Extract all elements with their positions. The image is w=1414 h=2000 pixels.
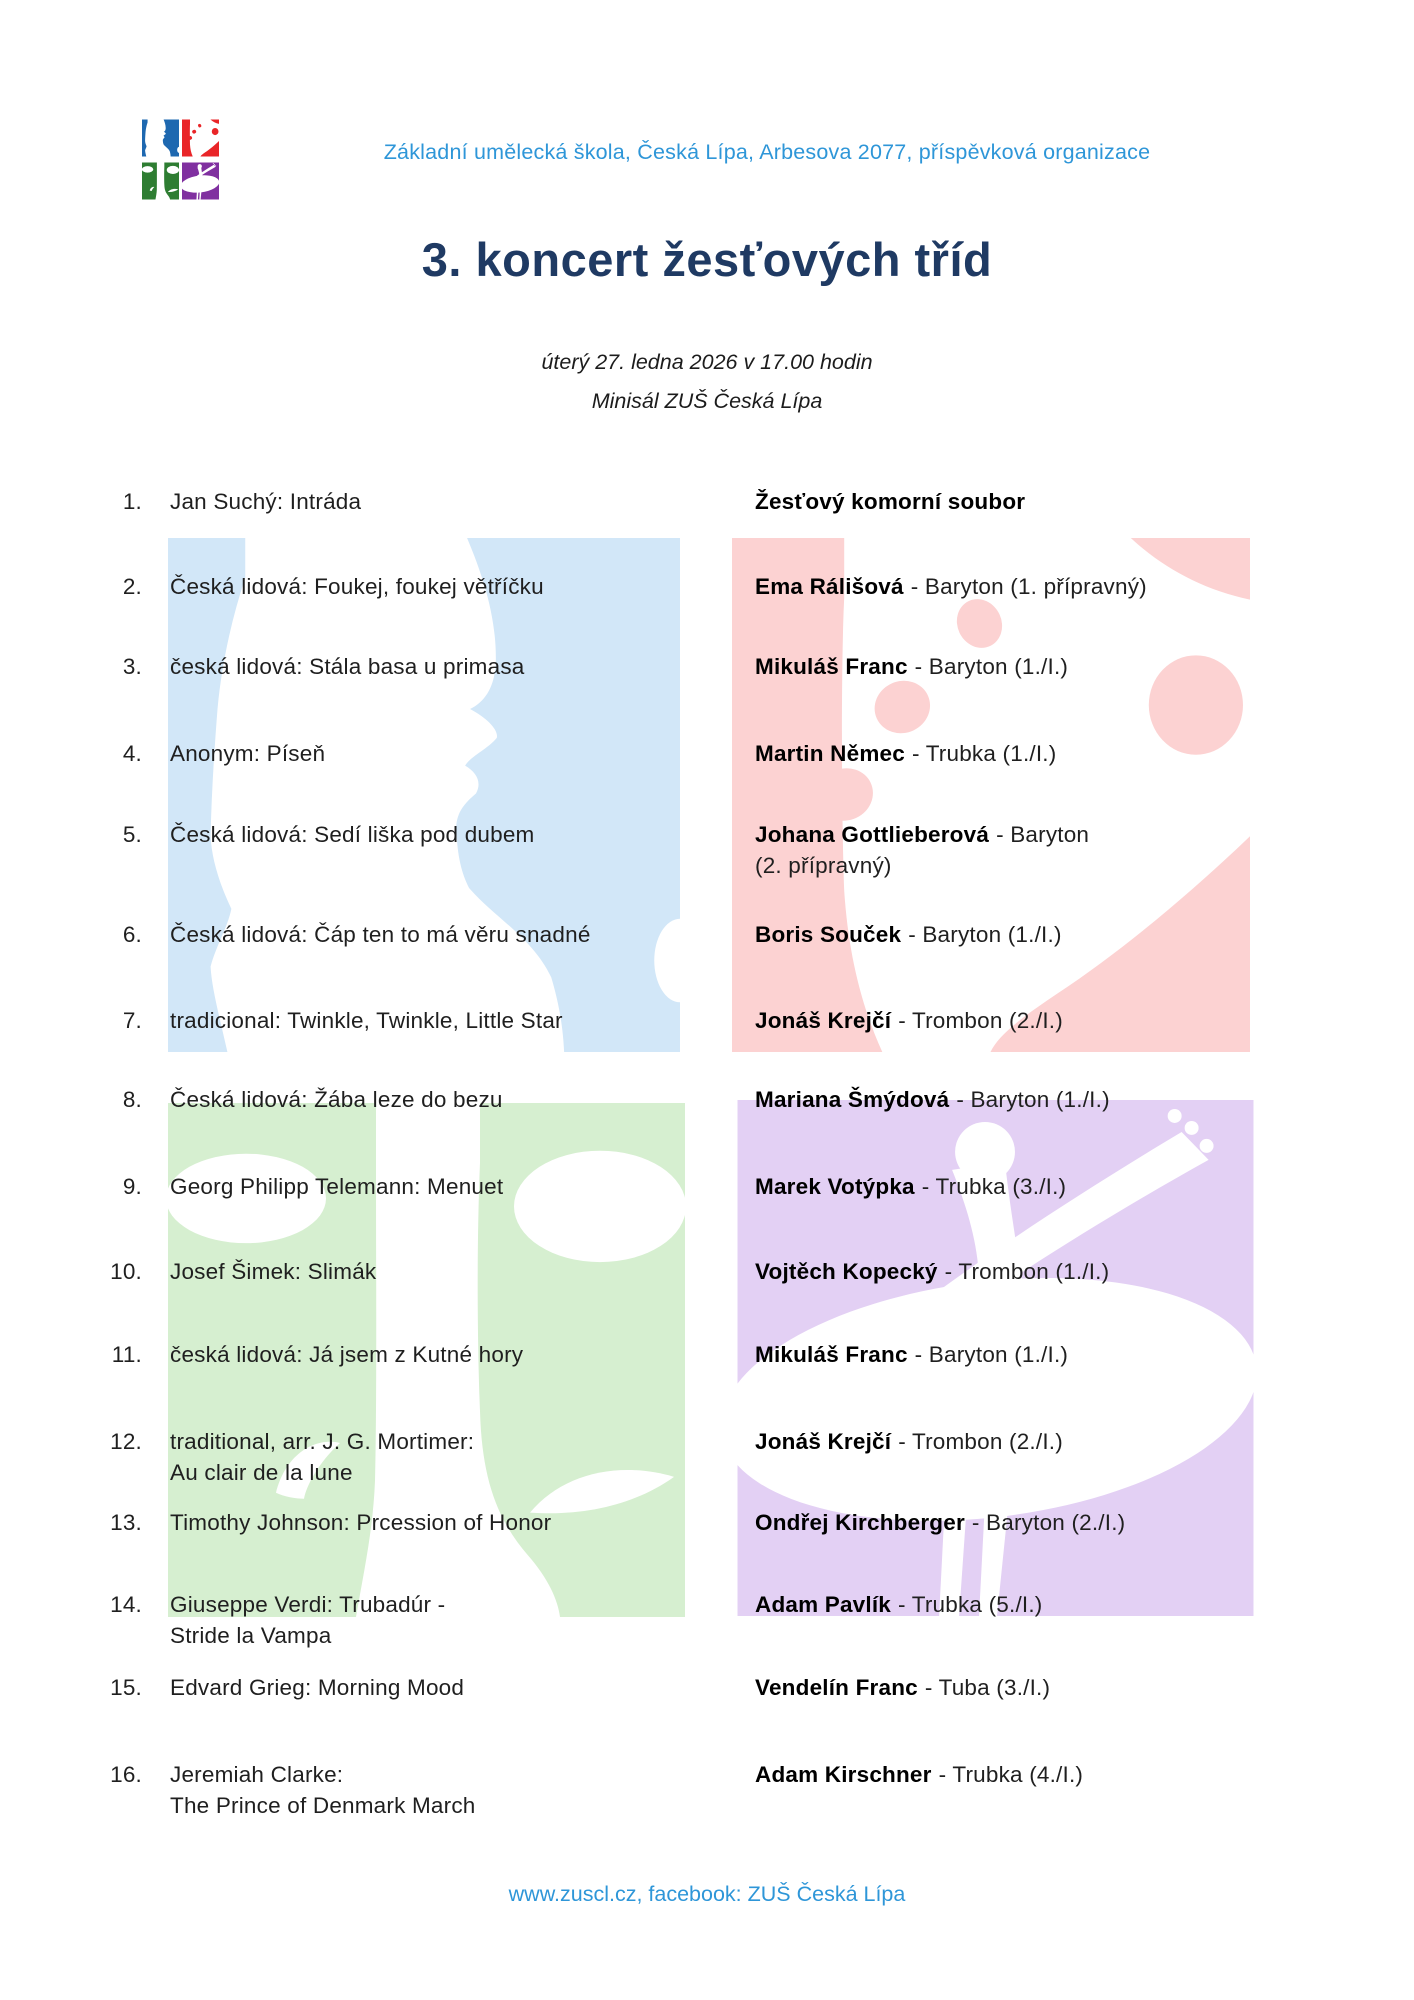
performer: Jonáš Krejčí - Trombon (2./I.): [755, 1429, 1063, 1454]
piece-title: Edvard Grieg: Morning Mood: [170, 1675, 465, 1700]
theater-masks-icon: [142, 161, 179, 201]
performer: Ema Rálišová - Baryton (1. přípravný): [755, 574, 1147, 599]
piece-title: Timothy Johnson: Prcession of Honor: [170, 1510, 552, 1535]
piece-title: Česká lidová: Sedí liška pod dubem: [170, 822, 535, 847]
performer: Jonáš Krejčí - Trombon (2./I.): [755, 1008, 1063, 1033]
background-music-silhouette: [168, 538, 680, 1052]
school-name-line: Základní umělecká škola, Česká Lípa, Arbesova 2077, příspěvková organizace: [383, 140, 1151, 164]
performer: Johana Gottlieberová - Baryton (2. přípravný): [755, 822, 1090, 878]
performer: Mariana Šmýdová - Baryton (1./I.): [755, 1087, 1110, 1112]
performer: Mikuláš Franc - Baryton (1./I.): [755, 1342, 1069, 1367]
piece-title: Josef Šimek: Slimák: [170, 1259, 377, 1284]
piece-title: Jeremiah Clarke: The Prince of Denmark March: [170, 1762, 476, 1818]
piece-title: Anonym: Píseň: [170, 741, 326, 766]
piece-title: česká lidová: Já jsem z Kutné hory: [170, 1342, 524, 1367]
performer: Martin Němec - Trubka (1./I.): [755, 741, 1057, 766]
performer: Mikuláš Franc - Baryton (1./I.): [755, 654, 1069, 679]
performer: Adam Pavlík - Trubka (5./I.): [755, 1592, 1043, 1617]
performer: Vendelín Franc - Tuba (3./I.): [755, 1675, 1051, 1700]
piece-title: Česká lidová: Foukej, foukej větříčku: [170, 574, 544, 599]
piece-title: česká lidová: Stála basa u primasa: [170, 654, 525, 679]
performer: Žesťový komorní soubor: [755, 489, 1026, 514]
row-number: 2.: [122, 574, 142, 599]
row-number: 12.: [110, 1429, 142, 1454]
row-number: 10.: [110, 1259, 142, 1284]
background-painter-palette: [732, 538, 1250, 1052]
piece-title: tradicional: Twinkle, Twinkle, Little Star: [170, 1008, 563, 1033]
footer-links[interactable]: www.zuscl.cz, facebook: ZUŠ Česká Lípa: [508, 1882, 906, 1906]
ballet-dancer-icon: [182, 161, 219, 201]
row-number: 11.: [111, 1342, 142, 1367]
piece-title: Jan Suchý: Intráda: [170, 489, 362, 514]
row-number: 4.: [122, 741, 142, 766]
row-number: 6.: [122, 922, 142, 947]
row-number: 8.: [122, 1087, 142, 1112]
row-number: 9.: [122, 1174, 142, 1199]
row-number: 7.: [122, 1008, 142, 1033]
performer: Marek Votýpka - Trubka (3./I.): [755, 1174, 1067, 1199]
performer: Ondřej Kirchberger - Baryton (2./I.): [755, 1510, 1126, 1535]
row-number: 1.: [122, 489, 142, 514]
row-number: 16.: [110, 1762, 142, 1787]
page-title: 3. koncert žesťových tříd: [421, 233, 993, 286]
performer: Vojtěch Kopecký - Trombon (1./I.): [755, 1259, 1110, 1284]
row-number: 14.: [110, 1592, 142, 1617]
event-datetime: úterý 27. ledna 2026 v 17.00 hodin: [541, 350, 873, 374]
piece-title: Česká lidová: Čáp ten to má věru snadné: [170, 922, 591, 947]
performer: Boris Souček - Baryton (1./I.): [755, 922, 1062, 947]
piece-title: Giuseppe Verdi: Trubadúr - Stride la Vampa: [170, 1592, 446, 1648]
piece-title: traditional, arr. J. G. Mortimer: Au clair de la lune: [170, 1429, 475, 1485]
performer: Adam Kirschner - Trubka (4./I.): [755, 1762, 1084, 1787]
piece-title: Česká lidová: Žába leze do bezu: [170, 1087, 503, 1112]
row-number: 13.: [110, 1510, 142, 1535]
piece-title: Georg Philipp Telemann: Menuet: [170, 1174, 504, 1199]
row-number: 5.: [122, 822, 142, 847]
event-venue: Minisál ZUŠ Česká Lípa: [591, 389, 823, 413]
row-number: 15.: [110, 1675, 142, 1700]
row-number: 3.: [122, 654, 142, 679]
